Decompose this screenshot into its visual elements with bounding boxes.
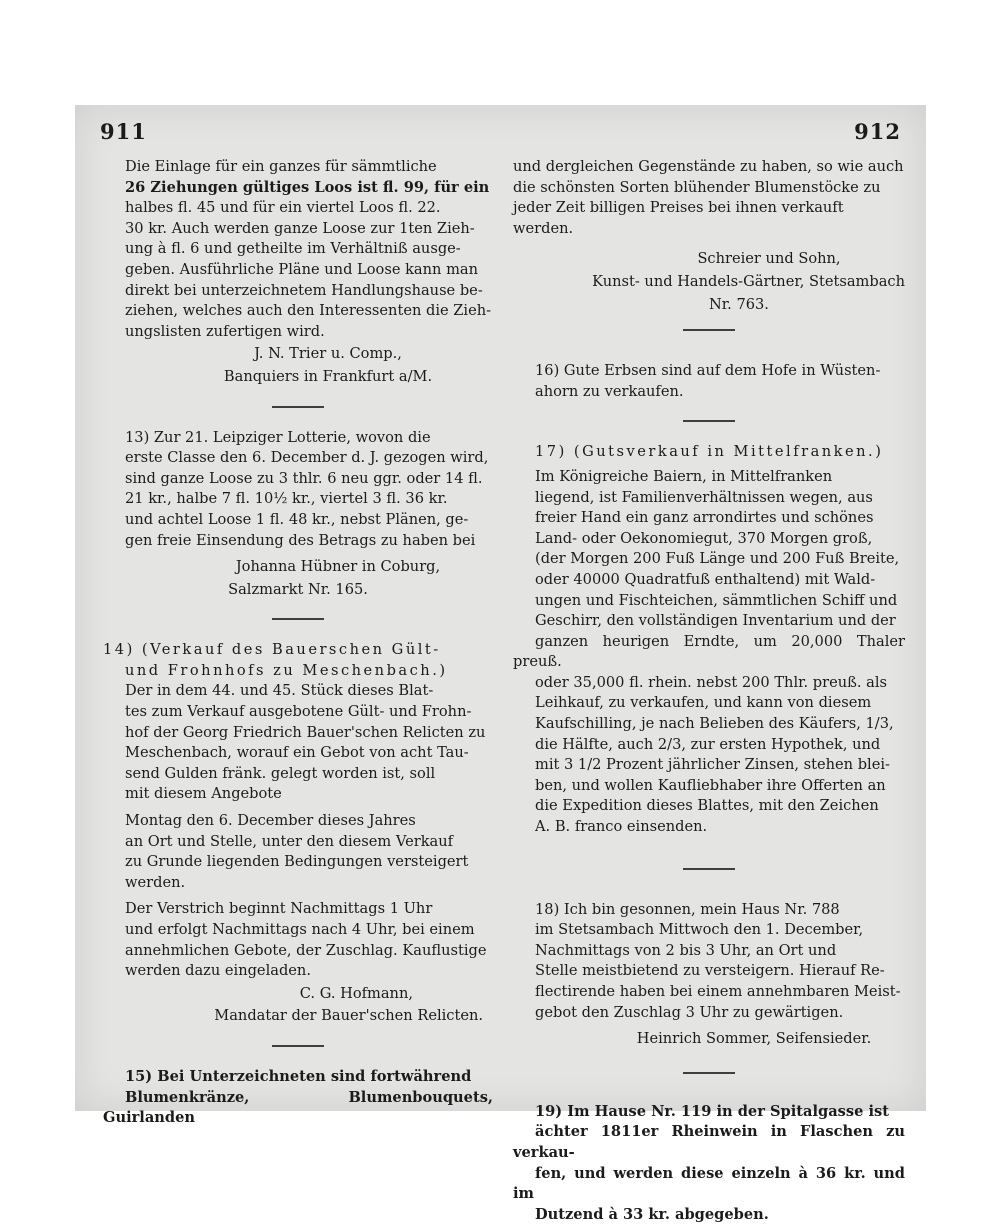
text-line: Geschirr, den vollständigen Inventarium und der — [535, 612, 896, 630]
left-column — [103, 157, 493, 1129]
section-divider — [683, 420, 735, 422]
heading-line: 14) (Verkauf des Bauerschen Gült- — [103, 641, 441, 659]
text-line: jeder Zeit billigen Preises bei ihnen verkauft — [513, 199, 844, 217]
text-line: werden. — [513, 219, 574, 237]
text-line: die Hälfte, auch 2/3, zur ersten Hypothek, und — [535, 735, 881, 753]
text-line: die schönsten Sorten blühender Blumenstöcke zu — [513, 178, 881, 196]
text-line: oder 35,000 fl. rhein. nebst 200 Thlr. preuß. als — [535, 673, 888, 691]
text-line: erste Classe den 6. December d. J. gezogen wird, — [125, 449, 489, 467]
ad-15-continuation — [513, 157, 905, 239]
text-line: und dergleichen Gegenstände zu haben, so wie auch — [513, 158, 904, 175]
ad-14-heading-cont — [103, 661, 493, 682]
heading-line: und Frohnhofs zu Meschenbach.) — [125, 661, 448, 679]
page-number-right: 912 — [854, 119, 901, 144]
text-line: send Gulden fränk. gelegt worden ist, soll — [125, 764, 436, 782]
text-line: Kaufschilling, je nach Belieben des Käufers, 1/3, — [535, 715, 894, 733]
section-divider — [272, 406, 324, 408]
signature-hofmann-title — [103, 1006, 493, 1027]
text-line: 15) Bei Unterzeichneten sind fortwährend — [125, 1067, 472, 1085]
section-divider — [272, 1045, 324, 1047]
text-line: die Expedition dieses Blattes, mit den Zeichen — [535, 797, 879, 815]
signature-line: C. G. Hofmann, — [299, 984, 413, 1002]
text-line: 18) Ich bin gesonnen, mein Haus Nr. 788 — [535, 900, 840, 918]
text-line: gebot den Zuschlag 3 Uhr zu gewärtigen. — [535, 1003, 844, 1021]
signature-line: J. N. Trier u. Comp., — [254, 345, 402, 363]
signature-hofmann — [103, 984, 493, 1005]
ad-19-paragraph — [513, 1102, 905, 1225]
text-line: im Stetsambach Mittwoch den 1. December, — [535, 921, 864, 939]
signature-line: Mandatar der Bauer'schen Relicten. — [214, 1007, 483, 1025]
text-line: flectirende haben bei einem annehmbaren Meist- — [535, 983, 901, 1000]
text-line: sind ganze Loose zu 3 thlr. 6 neu ggr. oder 14 fl. — [125, 469, 483, 487]
text-line: ungen und Fischteichen, sämmtlichen Schiff und — [535, 591, 898, 609]
signature-line: Heinrich Sommer, Seifensieder. — [636, 1030, 872, 1048]
text-line: gen freie Einsendung des Betrags zu haben bei — [125, 531, 476, 549]
text-line: an Ort und Stelle, unter den diesem Verkauf — [125, 832, 454, 850]
text-line: ung à fl. 6 und getheilte im Verhältniß ausge- — [125, 240, 461, 258]
section-divider — [683, 329, 735, 331]
signature-trier-location — [103, 367, 493, 388]
ad-18-paragraph — [513, 900, 905, 1024]
text-line: hof der Georg Friedrich Bauer'schen Relicten zu — [125, 723, 486, 741]
signature-line: Johanna Hübner in Coburg, — [235, 558, 441, 576]
ad-14-paragraph-1 — [103, 681, 493, 805]
ad-14-paragraph-2 — [103, 811, 493, 893]
newspaper-page — [75, 105, 926, 1223]
ad-17-paragraph — [513, 467, 905, 838]
text-line: Land- oder Oekonomiegut, 370 Morgen groß, — [535, 529, 873, 547]
signature-line: Banquiers in Frankfurt a/M. — [223, 367, 433, 385]
signature-trier — [103, 344, 493, 365]
page-number-left: 911 — [100, 119, 147, 144]
ad-17-heading — [513, 442, 905, 463]
right-column — [513, 157, 905, 1225]
text-line: werden dazu eingeladen. — [125, 962, 311, 980]
text-line: mit 3 1/2 Prozent jährlicher Zinsen, stehen blei- — [535, 756, 890, 774]
text-line: 19) Im Hause Nr. 119 in der Spitalgasse ist — [535, 1102, 889, 1120]
text-line: geben. Ausführliche Pläne und Loose kann man — [125, 260, 479, 278]
heading-line: 17) (Gutsverkauf in Mittelfranken.) — [535, 443, 884, 461]
text-line: Nachmittags von 2 bis 3 Uhr, an Ort und — [535, 941, 837, 959]
text-line: Die Einlage für ein ganzes für sämmtliche — [125, 158, 437, 175]
signature-schreier-number — [513, 295, 905, 316]
text-line: liegend, ist Familienverhältnissen wegen, aus — [535, 488, 873, 506]
text-line: mit diesem Angebote — [125, 785, 282, 803]
section-divider — [272, 618, 324, 620]
text-line: ziehen, welches auch den Interessenten die Zieh- — [125, 302, 492, 320]
text-line: ganzen heurigen Erndte, um 20,000 Thaler preuß. — [513, 632, 905, 671]
lottery-intro-paragraph — [103, 157, 493, 342]
signature-line: Kunst- und Handels-Gärtner, Stetsambach — [592, 272, 905, 290]
text-line: 21 kr., halbe 7 fl. 10½ kr., viertel 3 fl. 36 kr. — [125, 490, 448, 508]
ad-14-heading — [103, 640, 493, 661]
text-line: Dutzend à 33 kr. abgegeben. — [535, 1205, 769, 1223]
text-line: freier Hand ein ganz arrondirtes und schönes — [535, 509, 874, 527]
signature-schreier-trade — [513, 272, 905, 293]
text-line: und erfolgt Nachmittags nach 4 Uhr, bei einem — [125, 921, 475, 938]
text-line: (der Morgen 200 Fuß Länge und 200 Fuß Breite, — [535, 550, 900, 568]
signature-schreier — [513, 249, 905, 270]
signature-huebner — [103, 557, 493, 578]
text-line: Montag den 6. December dieses Jahres — [125, 812, 416, 830]
text-line: ben, und wollen Kaufliebhaber ihre Offerten an — [535, 776, 886, 794]
text-line: Im Königreiche Baiern, in Mittelfranken — [535, 467, 833, 485]
text-line: 26 Ziehungen gültiges Loos ist fl. 99, für ein — [125, 178, 490, 196]
text-line: Der Verstrich beginnt Nachmittags 1 Uhr — [125, 900, 433, 918]
text-line: werden. — [125, 873, 186, 891]
text-line: 30 kr. Auch werden ganze Loose zur 1ten Zieh- — [125, 219, 475, 237]
text-line: 16) Gute Erbsen sind auf dem Hofe in Wüsten- — [535, 362, 881, 380]
text-line: Leihkauf, zu verkaufen, und kann von diesem — [535, 694, 872, 712]
text-line: direkt bei unterzeichnetem Handlungshause be- — [125, 281, 483, 299]
signature-line: Schreier und Sohn, — [697, 250, 841, 268]
text-line: Der in dem 44. und 45. Stück dieses Blat- — [125, 682, 434, 700]
text-line: zu Grunde liegenden Bedingungen versteigert — [125, 853, 469, 871]
section-divider — [683, 868, 735, 870]
text-line: 13) Zur 21. Leipziger Lotterie, wovon die — [125, 428, 431, 446]
signature-line: Salzmarkt Nr. 165. — [228, 580, 368, 598]
text-line: tes zum Verkauf ausgebotene Gült- und Frohn- — [125, 703, 472, 721]
signature-huebner-address — [103, 580, 493, 601]
ad-16-paragraph — [513, 361, 905, 402]
text-line: ungslisten zufertigen wird. — [125, 322, 325, 340]
signature-line: Nr. 763. — [709, 295, 769, 313]
text-line: fen, und werden diese einzeln à 36 kr. und im — [513, 1164, 905, 1203]
text-line: halbes fl. 45 und für ein viertel Loos fl. 22. — [125, 199, 441, 217]
text-line: und achtel Loose 1 fl. 48 kr., nebst Plänen, ge- — [125, 510, 469, 528]
section-divider — [683, 1072, 735, 1074]
text-line: A. B. franco einsenden. — [535, 818, 708, 836]
signature-sommer — [513, 1029, 905, 1050]
text-line: ahorn zu verkaufen. — [535, 382, 684, 400]
text-line: annehmlichen Gebote, der Zuschlag. Kauflustige — [125, 941, 487, 959]
text-line: Blumenkränze, Blumenbouquets, Guirlanden — [103, 1088, 493, 1127]
ad-14-paragraph-3 — [103, 899, 493, 981]
text-line: oder 40000 Quadratfuß enthaltend) mit Wald- — [535, 570, 876, 588]
text-line: Stelle meistbietend zu versteigern. Hierauf Re- — [535, 962, 885, 980]
ad-15-paragraph — [103, 1067, 493, 1129]
text-line: Meschenbach, worauf ein Gebot von acht Tau- — [125, 744, 469, 762]
ad-13-paragraph — [103, 428, 493, 552]
text-line: ächter 1811er Rheinwein in Flaschen zu verkau- — [513, 1123, 905, 1161]
